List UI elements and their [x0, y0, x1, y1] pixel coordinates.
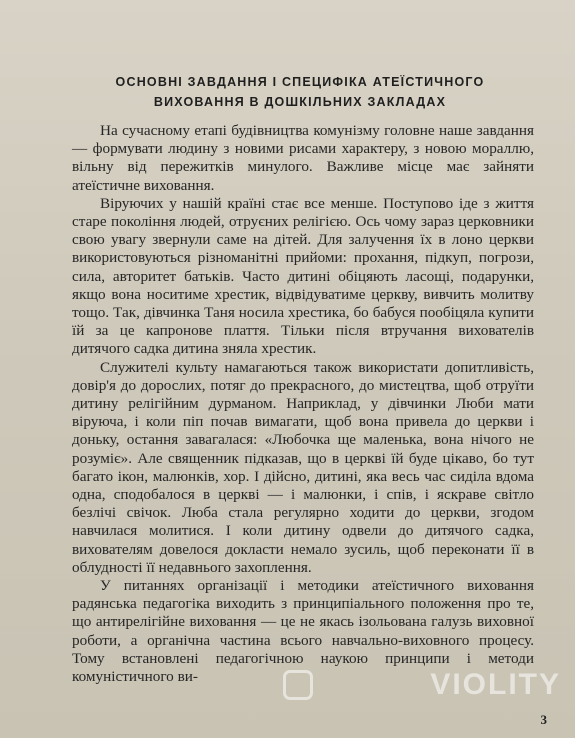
title-line-2: ВИХОВАННЯ В ДОШКІЛЬНИХ ЗАКЛАДАХ [153, 95, 447, 109]
title-line-1: ОСНОВНІ ЗАВДАННЯ І СПЕЦИФІКА АТЕЇСТИЧНОГО [115, 75, 485, 89]
paragraph-2: Віруючих у нашій країні стає все менше. Поступово іде з життя старе покоління людей, отруєних релігією. Ось чому зараз церковники свою увагу звернули саме на дітей. Для залучення їх в лоно церкви використовуються різноманітні прийоми: прохання, підкуп, погрози, сила, авторитет батьків. Часто дитині обіцяють ласощі, подарунки, якщо вона носитиме хрестик, відвідуватиме церкву, вивчить молитву тощо. Так, дівчинка Таня носила хрестика, бо бабуся пообіцяла купити їй за це капронове плаття. Тільки після втручання вихователів дитячого садка дитина зняла хрестик. [72, 194, 534, 358]
body-text [72, 122, 534, 686]
watermark: VIOLITY [430, 668, 561, 701]
paragraph-4: У питаннях організації і методики атеїстичного виховання радянська педагогіка виходить з принципіального положення про те, що антирелігійне виховання — це не якась ізольована галузь виховної роботи, а органічна частина всього навчально-виховного процесу. Тому встановлені педагогічною наукою принципи і методи комуністичного ви- [72, 577, 534, 686]
violity-logo-icon [283, 670, 313, 700]
paragraph-1: На сучасному етапі будівництва комунізму головне наше завдання — формувати людину з новими рисами характеру, з новою мораллю, вільну від пережитків минулого. Важливе місце має зайняти атеїстичне виховання. [72, 122, 534, 194]
page-number: 3 [540, 712, 547, 727]
paragraph-3: Служителі культу намагаються також використати допитливість, довір'я до дорослих, потяг до прекрасного, до мистецтва, щоб отруїти дитину релігійним дурманом. Наприклад, у дівчинки Люби мати віруюча, і коли піп почав вимагати, щоб вона привела до церкви і доньку, остання завагалася: «Любочка ще маленька, вона нічого не розуміє». Але священник підказав, що в церкві їй буде цікаво, бо тут багато ікон, малюнків, хор. І дійсно, дитині, яка весь час сиділа вдома одна, сподобалося в церкві — і малюнки, і спів, і яскраве світло безлічі свічок. Люба стала регулярно ходити до церкви, згодом навчилася молитися. І коли дитину одвели до дитячого садка, вихователям довелося докласти немало зусиль, щоб переконати її в облудності її недавнього захоплення. [72, 358, 534, 576]
section-title [80, 72, 520, 112]
